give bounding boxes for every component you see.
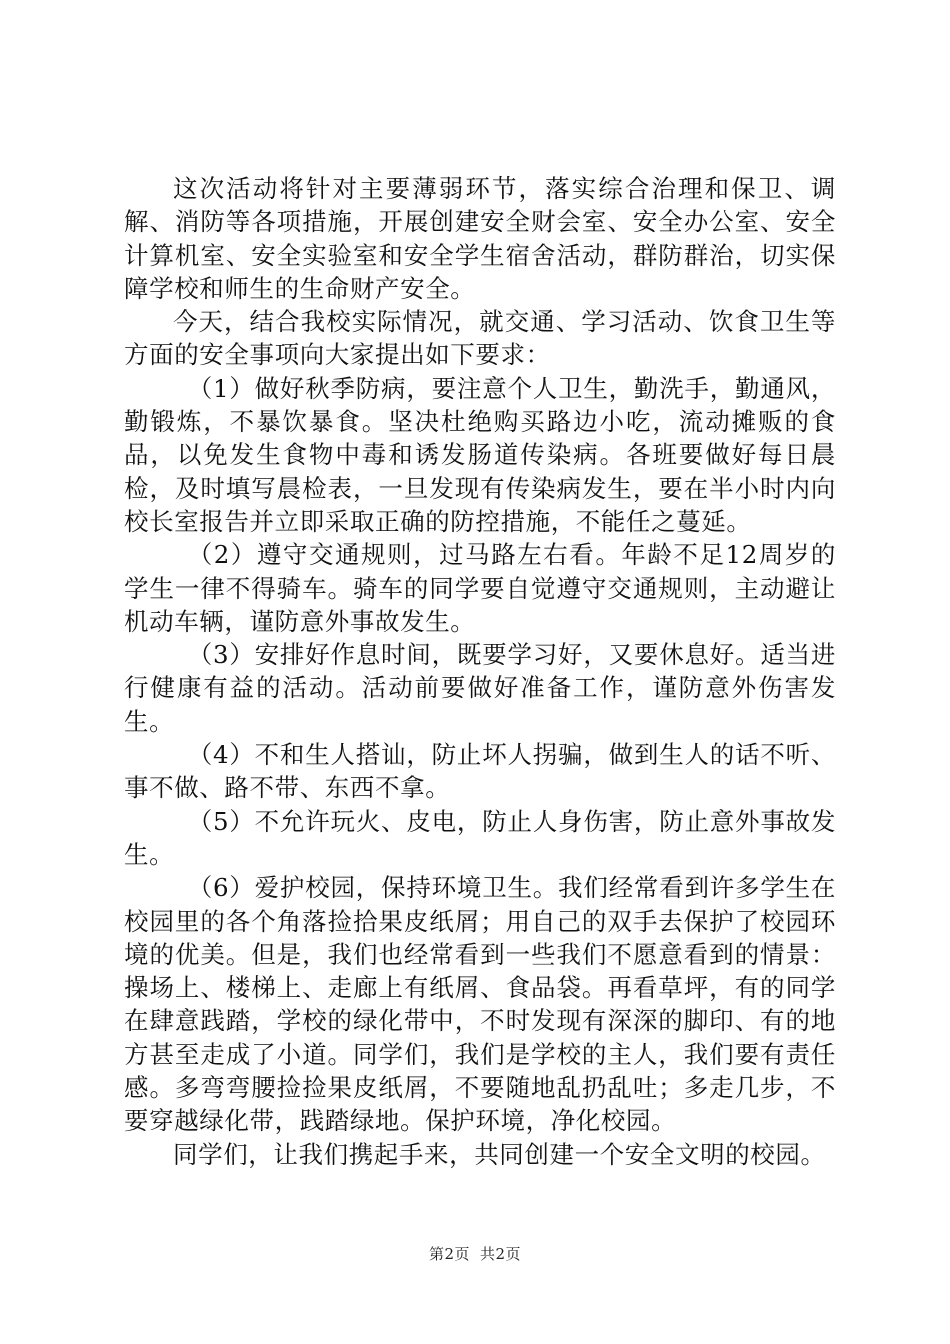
paragraph-item-2: （2）遵守交通规则，过马路左右看。年龄不足12周岁的学生一律不得骑车。骑车的同学要自觉遵守交通规则，主动避让机动车辆，谨防意外事故发生。 xyxy=(124,540,836,636)
paragraph-item-4: （4）不和生人搭讪，防止坏人拐骗，做到生人的话不听、事不做、路不带、东西不拿。 xyxy=(124,740,836,803)
page-total: 共2页 xyxy=(480,1245,522,1263)
page-footer xyxy=(0,1243,950,1264)
document-body xyxy=(124,172,836,1171)
paragraph-item-6: （6）爱护校园，保持环境卫生。我们经常看到许多学生在校园里的各个角落捡拾果皮纸屑；用自己的双手去保护了校园环境的优美。但是，我们也经常看到一些我们不愿意看到的情景：操场上、楼梯上、走廊上有纸屑、食品袋。再看草坪，有的同学在肆意践踏，学校的绿化带中，不时发现有深深的脚印、有的地方甚至走成了小道。同学们，我们是学校的主人，我们要有责任感。多弯弯腰捡捡果皮纸屑，不要随地乱扔乱吐；多走几步，不要穿越绿化带，践踏绿地。保护环境，净化校园。 xyxy=(124,873,836,1136)
page-number: 第2页 xyxy=(428,1245,470,1263)
paragraph-closing: 同学们，让我们携起手来，共同创建一个安全文明的校园。 xyxy=(173,1139,826,1169)
paragraph-item-1: （1）做好秋季防病，要注意个人卫生，勤洗手，勤通风，勤锻炼，不暴饮暴食。坚决杜绝购买路边小吃，流动摊贩的食品，以免发生食物中毒和诱发肠道传染病。各班要做好每日晨检，及时填写晨检表，一旦发现有传染病发生，要在半小时内向校长室报告并立即采取正确的防控措施，不能任之蔓延。 xyxy=(124,373,836,536)
paragraph-item-5: （5）不允许玩火、皮电，防止人身伤害，防止意外事故发生。 xyxy=(124,806,836,869)
paragraph-intro: 这次活动将针对主要薄弱环节，落实综合治理和保卫、调解、消防等各项措施，开展创建安全财会室、安全办公室、安全计算机室、安全实验室和安全学生宿舍活动，群防群治，切实保障学校和师生的生命财产安全。 xyxy=(124,174,836,303)
paragraph-requirements-intro: 今天，结合我校实际情况，就交通、学习活动、饮食卫生等方面的安全事项向大家提出如下要求： xyxy=(124,307,836,370)
paragraph-item-3: （3）安排好作息时间，既要学习好，又要休息好。适当进行健康有益的活动。活动前要做好准备工作，谨防意外伤害发生。 xyxy=(124,640,836,736)
